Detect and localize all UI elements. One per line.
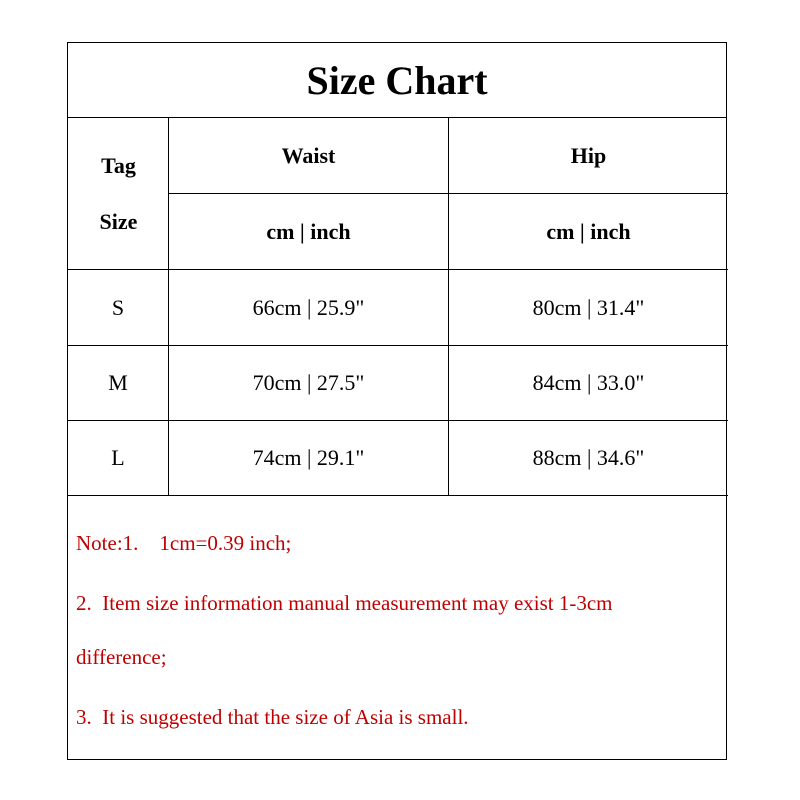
tag-label: Tag xyxy=(101,153,136,178)
note-2-line-1: 2. Item size information manual measurement may exist 1-3cm xyxy=(76,591,613,615)
note-1: Note:1. 1cm=0.39 inch; xyxy=(76,531,292,555)
hip-cell: 84cm | 33.0" xyxy=(532,370,645,395)
size-label: Size xyxy=(99,209,138,234)
hip-cell: 88cm | 34.6" xyxy=(532,445,645,470)
waist-cell: 66cm | 25.9" xyxy=(252,294,365,320)
size-chart xyxy=(67,42,727,760)
hip-cell: 80cm | 31.4" xyxy=(532,294,645,320)
waist-header: Waist xyxy=(281,142,336,168)
size-cell: M xyxy=(108,370,128,395)
hip-unit-header: cm | inch xyxy=(546,218,631,244)
size-cell: S xyxy=(111,294,125,320)
waist-unit-header: cm | inch xyxy=(266,218,351,244)
hip-header: Hip xyxy=(570,142,607,168)
size-cell: L xyxy=(111,445,125,470)
note-2-line-2: difference; xyxy=(76,645,167,669)
waist-cell: 74cm | 29.1" xyxy=(252,445,365,470)
grid-line xyxy=(68,495,728,496)
chart-title: Size Chart xyxy=(68,43,726,118)
note-3: 3. It is suggested that the size of Asia is small. xyxy=(76,705,469,729)
waist-cell: 70cm | 27.5" xyxy=(252,370,365,395)
tag-size-header xyxy=(68,118,169,270)
